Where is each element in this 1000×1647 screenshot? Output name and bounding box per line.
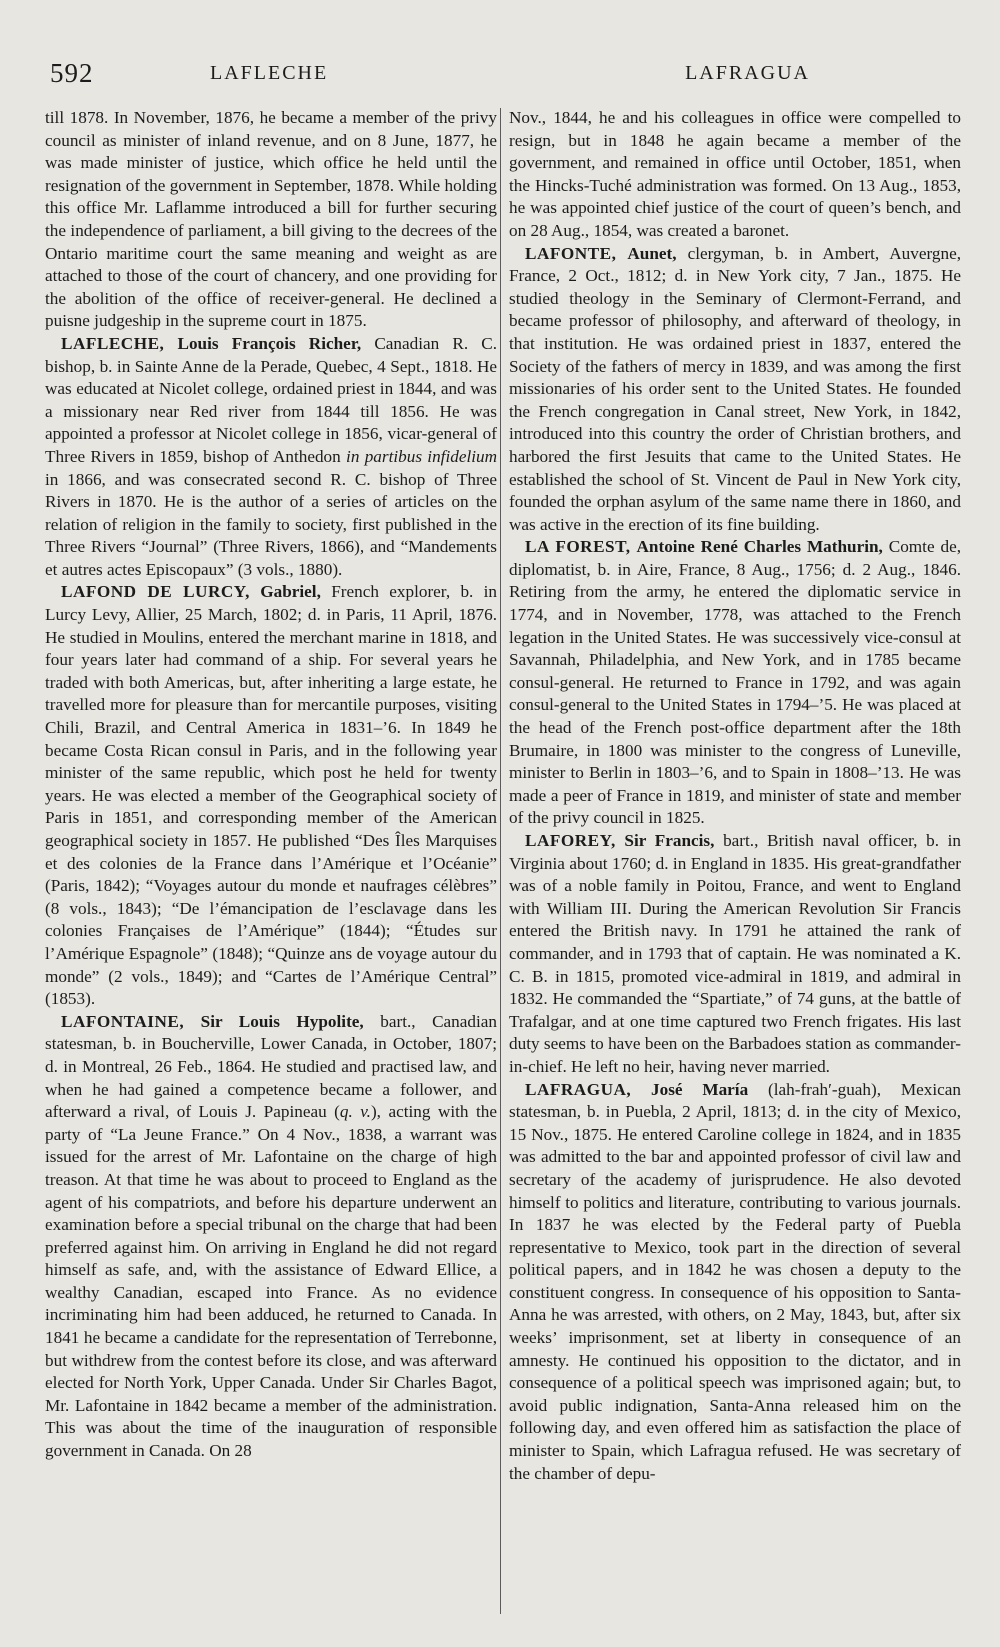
left-running-title: LAFLECHE [210, 62, 329, 84]
entry-la-forest [509, 536, 961, 830]
entry-name: José María [651, 1079, 749, 1099]
entry-text: (lah-frah′-guah), Mexican statesman, b. in Puebla, 2 April, 1813; d. in the city of Mexico, 15 Nov., 1875. He entered Caroline college in 1824, and in 1835 was admitted to the bar and appointed professor of civil law and secretary of the academy of jurisprudence. He also devoted himself to politics and literature, contributing to various journals. In 1837 he was elected by the Federal party of Puebla representative to Mexico, took part in the direction of several political papers, and in 1842 he was chosen a deputy to the constituent congress. In consequence of his opposition to Santa-Anna he was arrested, with others, on 2 May, 1843, but, after six weeks’ imprisonment, set at liberty in consequence of an amnesty. He continued his opposition to the dictator, and in consequence of a political speech was imprisoned again; but, to avoid public indignation, Santa-Anna released him on the following day, and even offered him as satisfaction the place of minister to Spain, which Lafragua refused. He was secretary of the chamber of depu- [509, 1079, 961, 1483]
entry-headword: LAFRAGUA, [525, 1079, 632, 1099]
entry-text: Canadian R. C. bishop, b. in Sainte Anne de la Perade, Quebec, 4 Sept., 1818. He was educated at Nicolet college, ordained priest in 1844, and was a missionary near Red river from 1844 till 1856. He was appointed a professor at Nicolet college in 1856, vicar-general of Three Rivers in 1859, bishop of Anthedon [45, 333, 497, 466]
entry-text: bart., Canadian statesman, b. in Boucherville, Lower Canada, in October, 1807; d. in Montreal, 26 Feb., 1864. He studied and practised law, and when he had gained a competence became a follower, and afterward a rival, of Louis J. Papineau ( [45, 1011, 497, 1122]
entry-text: in 1866, and was consecrated second R. C. bishop of Three Rivers in 1870. He is the author of a series of articles on the relation of religion in the family to society, first published in the Three Rivers “Journal” (Three Rivers, 1866), and “Mandements et autres actes Episcopaux” (3 vols., 1880). [45, 469, 497, 579]
entry-headword: LAFONTE, [525, 243, 617, 263]
entry-text: bart., British naval officer, b. in Virginia about 1760; d. in England in 1835. His great-grandfather was of a noble family in Poitou, France, and went to England with William III. During the American Revolution Sir Francis entered the British navy. In 1791 he attained the rank of commander, and in 1793 that of captain. He was nominated a K. C. B. in 1815, promoted vice-admiral in 1819, and admiral in 1832. He commanded the “Spartiate,” of 74 guns, at the battle of Trafalgar, and at one time captured two French frigates. His last duty seems to have been on the Barbadoes station as commander-in-chief. He left no heir, having never married. [509, 831, 961, 1076]
entry-headword: LAFOND DE LURCY, [61, 582, 250, 602]
entry-headword: LAFLECHE, [61, 333, 165, 353]
entry-text: French explorer, b. in Lurcy Levy, Allier, 25 March, 1802; d. in Paris, 11 April, 1876. He studied in Moulins, entered the merchant marine in 1818, and four years later had command of a ship. For several years he traded with both Americas, but, after inheriting a large estate, he travelled more for pleasure than for mercantile purposes, visiting Chili, Brazil, and Central America in 1831–’6. In 1849 he became Costa Rican consul in Paris, and in the following year minister of the same republic, which post he held for twenty years. He was elected a member of the Geographical society of Paris in 1851, and corresponding member of the American geographical society in 1857. He published “Des Îles Marquises et des colonies de la France dans l’Amérique et l’Océanie” (Paris, 1842); “Voyages autour du monde et naufrages célèbres” (8 vols., 1843); “De l’émancipation de l’esclavage dans les colonies Françaises de l’Amérique” (1844); “Études sur l’Amérique Espagnole” (1848); “Quinze ans de voyage autour du monde” (2 vols., 1849); and “Cartes de l’Amérique Central” (1853). [45, 582, 497, 1009]
entry-italic: q. v. [339, 1102, 371, 1122]
continuation-text: till 1878. In November, 1876, he became a member of the privy council as minister of inland revenue, and on 8 June, 1877, he was made minister of justice, which office he held until the resignation of the government in September, 1878. While holding this office Mr. Laflamme introduced a bill for further securing the independence of parliament, a bill giving to the decrees of the Ontario maritime court the same meaning and weight as are attached to those of the court of chancery, and one providing for the abolition of the office of receiver-general. He declined a puisne judgeship in the supreme court in 1875. [45, 108, 497, 331]
entry-laforey [509, 830, 961, 1079]
right-column [509, 107, 961, 1617]
entry-lafonte [509, 243, 961, 537]
left-column [45, 107, 497, 1617]
entry-text: Comte de, diplomatist, b. in Aire, France, 8 Aug., 1756; d. 2 Aug., 1846. Retiring from the army, he entered the diplomatic service in 1774, and in November, 1778, was attached to the French legation in the United States. He was successively vice-consul at Savannah, Philadelphia, and New York, and in 1785 became consul-general. He returned to France in 1792, and was again consul-general to the United States in 1794–’5. He was placed at the head of the French post-office department after the 18th Brumaire, in 1800 was minister to the congress of Luneville, minister to Berlin in 1803–’6, and to Spain in 1808–’13. He was made a peer of France in 1819, and minister of state and member of the privy council in 1825. [509, 537, 961, 828]
entry-italic: in partibus infidelium [346, 446, 497, 466]
entry-name: Sir Louis Hypolite, [200, 1011, 364, 1031]
entry-name: Louis François Richer, [177, 333, 362, 353]
entry-headword: LAFOREY, [525, 831, 616, 850]
entry-name: Gabriel, [260, 582, 321, 602]
entry-name: Antoine René Charles Mathurin, [636, 537, 883, 557]
continuation-text: Nov., 1844, he and his colleagues in office were compelled to resign, but in 1848 he again became a member of the government, and remained in office until October, 1851, when the Hincks-Tuché administration was formed. On 13 Aug., 1853, he was appointed chief justice of the court of queen’s bench, and on 28 Aug., 1854, was created a baronet. [509, 108, 961, 240]
column-divider [500, 108, 501, 1614]
right-running-title: LAFRAGUA [685, 62, 810, 84]
entry-lafond-de-lurcy [45, 581, 497, 1010]
entry-lafontaine [45, 1011, 497, 1463]
entry-headword: LAFONTAINE, [61, 1011, 185, 1031]
entry-lafleche [45, 333, 497, 582]
entry-name: Aunet, [627, 243, 677, 263]
running-head [50, 58, 950, 98]
page-number: 592 [50, 58, 94, 88]
entry-headword: LA FOREST, [525, 537, 631, 557]
entry-name: Sir Francis, [624, 831, 715, 850]
entry-lafragua [509, 1079, 961, 1486]
entry-text: clergyman, b. in Ambert, Auvergne, France, 2 Oct., 1812; d. in New York city, 7 Jan., 1875. He studied theology in the Seminary of Clermont-Ferrand, and became professor of philosophy, and afterward of theology, in that institution. He was ordained priest in 1837, entered the Society of the fathers of mercy in 1839, and was among the first missionaries of his order sent to the United States. He founded the French congregation in Canal street, New York, in 1842, introduced into this country the order of Christian brothers, and harbored the first Jesuits that came to the United States. He established the school of St. Vincent de Paul in New York city, founded the orphan asylum of the same name there in 1860, and was active in the erection of its fine building. [509, 243, 961, 534]
entry-text: ), acting with the party of “La Jeune France.” On 4 Nov., 1838, a warrant was issued for the arrest of Mr. Lafontaine on the charge of high treason. At that time he was about to proceed to England as the agent of his compatriots, and before his departure underwent an examination before a special tribunal on the charge that had been preferred against him. On arriving in England he did not regard himself as safe, and, with the assistance of Edward Ellice, a wealthy Canadian, escaped into France. As no evidence incriminating him had been adduced, he returned to Canada. In 1841 he became a candidate for the representation of Terrebonne, but withdrew from the contest before its close, and was afterward elected for North York, Upper Canada. Under Sir Charles Bagot, Mr. Lafontaine in 1842 became a member of the administration. This was about the time of the inauguration of responsible government in Canada. On 28 [45, 1102, 497, 1461]
